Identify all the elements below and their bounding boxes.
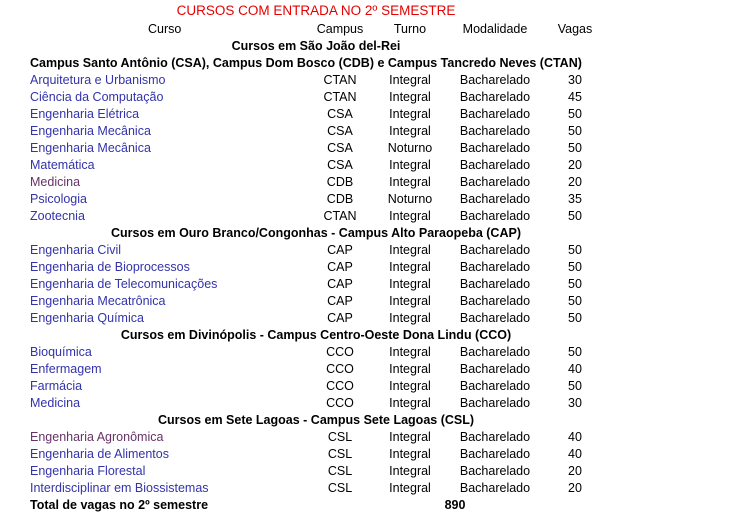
modalidade-cell: Bacharelado: [459, 141, 531, 155]
modalidade-cell: Bacharelado: [459, 294, 531, 308]
header-campus: Campus: [316, 22, 364, 36]
table-row: [0, 157, 734, 174]
course-link[interactable]: Engenharia Elétrica: [30, 107, 140, 121]
campus-cell: CSL: [327, 481, 353, 495]
total-label: Total de vagas no 2º semestre: [30, 498, 209, 512]
turno-cell: Integral: [389, 430, 431, 444]
course-link[interactable]: Ciência da Computação: [30, 90, 164, 104]
campus-cell: CAP: [327, 294, 353, 308]
course-link[interactable]: Engenharia Mecânica: [30, 141, 151, 155]
section-title: Cursos em São João del-Rei: [231, 39, 401, 53]
turno-cell: Integral: [389, 345, 431, 359]
campus-cell: CSA: [327, 124, 353, 138]
modalidade-cell: Bacharelado: [459, 107, 531, 121]
table-row: [0, 395, 734, 412]
course-link[interactable]: Engenharia Florestal: [30, 464, 146, 478]
table-row: [0, 344, 734, 361]
turno-cell: Integral: [389, 158, 431, 172]
vagas-cell: 50: [568, 311, 582, 325]
campus-cell: CCO: [326, 396, 354, 410]
turno-cell: Integral: [389, 260, 431, 274]
campus-cell: CCO: [326, 345, 354, 359]
course-link[interactable]: Engenharia de Telecomunicações: [30, 277, 218, 291]
vagas-cell: 50: [568, 209, 582, 223]
turno-cell: Integral: [389, 277, 431, 291]
course-link[interactable]: Medicina: [30, 396, 81, 410]
modalidade-cell: Bacharelado: [459, 260, 531, 274]
modalidade-cell: Bacharelado: [459, 192, 531, 206]
section-header: [0, 327, 734, 344]
modalidade-cell: Bacharelado: [459, 124, 531, 138]
page-title-text: CURSOS COM ENTRADA NO 2º SEMESTRE: [176, 3, 456, 18]
modalidade-cell: Bacharelado: [459, 73, 531, 87]
course-link[interactable]: Psicologia: [30, 192, 87, 206]
section-header: [0, 38, 734, 55]
campus-cell: CSA: [327, 141, 353, 155]
modalidade-cell: Bacharelado: [459, 90, 531, 104]
course-link[interactable]: Farmácia: [30, 379, 83, 393]
campus-cell: CTAN: [323, 209, 357, 223]
modalidade-cell: Bacharelado: [459, 447, 531, 461]
modalidade-cell: Bacharelado: [459, 396, 531, 410]
table-row: [0, 310, 734, 327]
course-link[interactable]: Engenharia Química: [30, 311, 144, 325]
header-vagas: Vagas: [557, 22, 593, 36]
course-link[interactable]: Engenharia Agronômica: [30, 430, 164, 444]
course-link[interactable]: Bioquímica: [30, 345, 92, 359]
turno-cell: Integral: [389, 294, 431, 308]
campus-cell: CCO: [326, 379, 354, 393]
table-row: [0, 174, 734, 191]
turno-cell: Integral: [389, 73, 431, 87]
turno-cell: Integral: [389, 243, 431, 257]
turno-cell: Integral: [389, 107, 431, 121]
section-title: Cursos em Divinópolis - Campus Centro-Oeste Dona Lindu (CCO): [120, 328, 512, 342]
section-header: [0, 225, 734, 242]
course-link[interactable]: Matemática: [30, 158, 95, 172]
modalidade-cell: Bacharelado: [459, 175, 531, 189]
modalidade-cell: Bacharelado: [459, 243, 531, 257]
section-header: [0, 412, 734, 429]
vagas-cell: 50: [568, 345, 582, 359]
course-link[interactable]: Enfermagem: [30, 362, 102, 376]
course-link[interactable]: Interdisciplinar em Biossistemas: [30, 481, 209, 495]
campus-cell: CSL: [327, 447, 353, 461]
campus-cell: CDB: [326, 175, 354, 189]
section-title: Cursos em Ouro Branco/Congonhas - Campus Alto Paraopeba (CAP): [110, 226, 521, 240]
campus-cell: CSA: [327, 107, 353, 121]
campus-cell: CDB: [326, 192, 354, 206]
modalidade-cell: Bacharelado: [459, 345, 531, 359]
vagas-cell: 50: [568, 243, 582, 257]
table-row: [0, 361, 734, 378]
vagas-cell: 50: [568, 107, 582, 121]
table-row: [0, 191, 734, 208]
table-row: [0, 378, 734, 395]
course-link[interactable]: Engenharia de Alimentos: [30, 447, 169, 461]
campus-cell: CSA: [327, 158, 353, 172]
course-link[interactable]: Arquitetura e Urbanismo: [30, 73, 166, 87]
campus-cell: CCO: [326, 362, 354, 376]
campus-cell: CSL: [327, 464, 353, 478]
campus-cell: CTAN: [323, 73, 357, 87]
vagas-cell: 40: [568, 430, 582, 444]
modalidade-cell: Bacharelado: [459, 379, 531, 393]
header-turno: Turno: [393, 22, 427, 36]
table-row: [0, 293, 734, 310]
table-row: [0, 276, 734, 293]
table-row: [0, 480, 734, 497]
header-modalidade: Modalidade: [462, 22, 528, 36]
section-subtitle: Campus Santo Antônio (CSA), Campus Dom Bosco (CDB) e Campus Tancredo Neves (CTAN): [30, 56, 582, 70]
table-row: [0, 106, 734, 123]
vagas-cell: 20: [568, 158, 582, 172]
vagas-cell: 30: [568, 396, 582, 410]
vagas-cell: 50: [568, 294, 582, 308]
course-link[interactable]: Engenharia Civil: [30, 243, 122, 257]
table-row: [0, 123, 734, 140]
modalidade-cell: Bacharelado: [459, 277, 531, 291]
course-link[interactable]: Engenharia de Bioprocessos: [30, 260, 190, 274]
table-row: [0, 89, 734, 106]
table-row: [0, 72, 734, 89]
turno-cell: Integral: [389, 124, 431, 138]
modalidade-cell: Bacharelado: [459, 481, 531, 495]
turno-cell: Noturno: [387, 192, 433, 206]
course-link[interactable]: Medicina: [30, 175, 81, 189]
turno-cell: Integral: [389, 90, 431, 104]
campus-cell: CAP: [327, 260, 353, 274]
vagas-cell: 50: [568, 260, 582, 274]
vagas-cell: 20: [568, 175, 582, 189]
table-row: [0, 463, 734, 480]
campus-cell: CAP: [327, 311, 353, 325]
vagas-cell: 50: [568, 379, 582, 393]
modalidade-cell: Bacharelado: [459, 158, 531, 172]
vagas-cell: 50: [568, 141, 582, 155]
section-title: Cursos em Sete Lagoas - Campus Sete Lagoas (CSL): [157, 413, 475, 427]
turno-cell: Integral: [389, 447, 431, 461]
turno-cell: Integral: [389, 175, 431, 189]
total-row: [0, 497, 734, 514]
campus-cell: CTAN: [323, 90, 357, 104]
vagas-cell: 50: [568, 277, 582, 291]
course-link[interactable]: Engenharia Mecânica: [30, 124, 151, 138]
course-link[interactable]: Zootecnia: [30, 209, 85, 223]
table-row: [0, 446, 734, 463]
vagas-cell: 50: [568, 124, 582, 138]
table-row: [0, 259, 734, 276]
header-curso: Curso: [148, 22, 182, 36]
turno-cell: Integral: [389, 481, 431, 495]
turno-cell: Integral: [389, 464, 431, 478]
table-row: [0, 429, 734, 446]
vagas-cell: 45: [568, 90, 582, 104]
modalidade-cell: Bacharelado: [459, 311, 531, 325]
modalidade-cell: Bacharelado: [459, 464, 531, 478]
turno-cell: Integral: [389, 311, 431, 325]
turno-cell: Integral: [389, 362, 431, 376]
vagas-cell: 30: [568, 73, 582, 87]
table-row: [0, 208, 734, 225]
modalidade-cell: Bacharelado: [459, 430, 531, 444]
modalidade-cell: Bacharelado: [459, 209, 531, 223]
modalidade-cell: Bacharelado: [459, 362, 531, 376]
table-header-row: [0, 21, 734, 38]
table-row: [0, 140, 734, 157]
vagas-cell: 40: [568, 447, 582, 461]
vagas-cell: 20: [568, 464, 582, 478]
campus-cell: CAP: [327, 277, 353, 291]
vagas-cell: 20: [568, 481, 582, 495]
course-link[interactable]: Engenharia Mecatrônica: [30, 294, 166, 308]
total-value: 890: [444, 498, 466, 512]
turno-cell: Noturno: [387, 141, 433, 155]
vagas-cell: 40: [568, 362, 582, 376]
campus-cell: CAP: [327, 243, 353, 257]
turno-cell: Integral: [389, 379, 431, 393]
page-title: [0, 3, 632, 21]
vagas-cell: 35: [568, 192, 582, 206]
section-subheader: [0, 55, 734, 72]
turno-cell: Integral: [389, 396, 431, 410]
table-row: [0, 242, 734, 259]
turno-cell: Integral: [389, 209, 431, 223]
campus-cell: CSL: [327, 430, 353, 444]
